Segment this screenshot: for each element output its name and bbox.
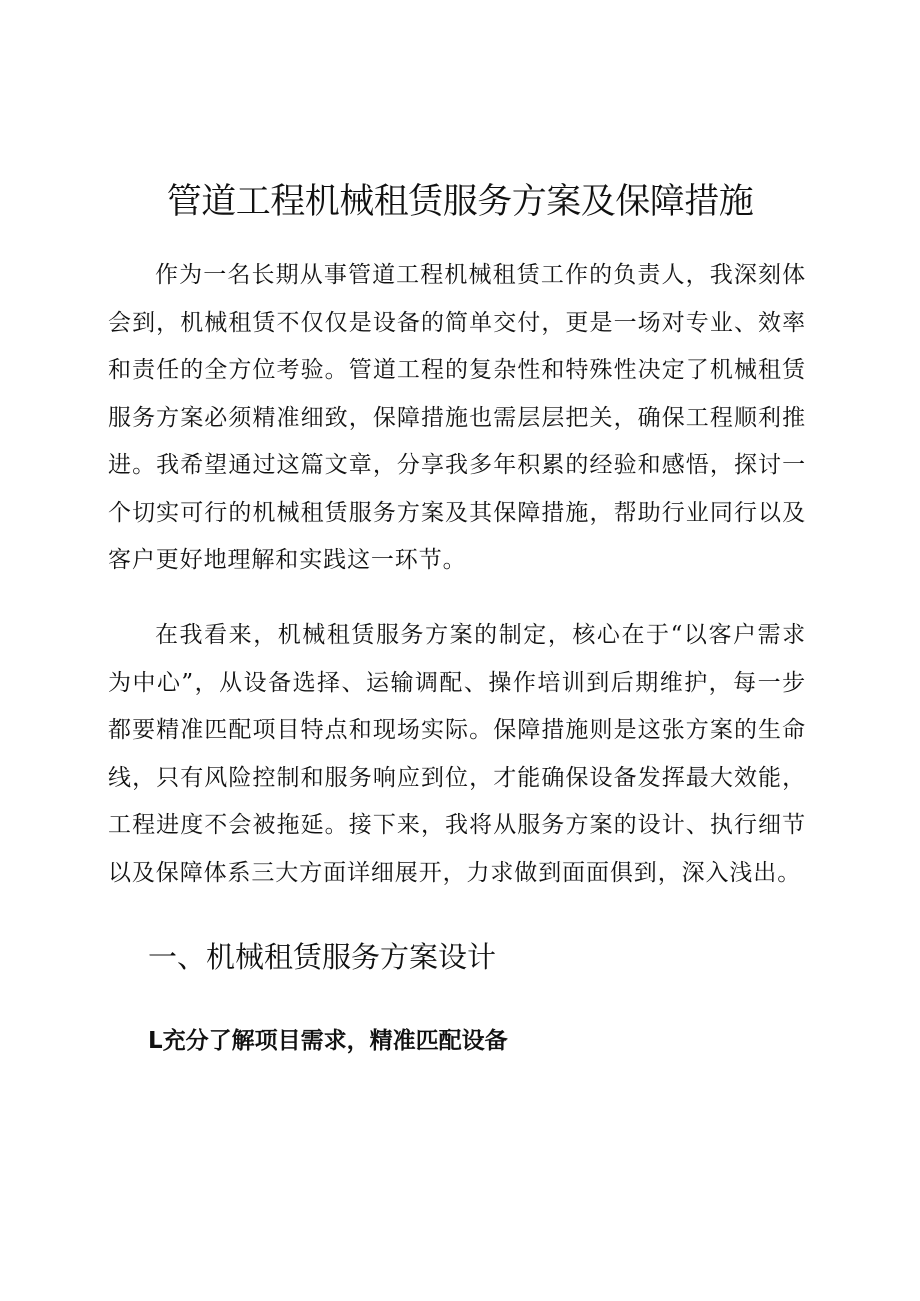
sub-heading: L充分了解项目需求，精准匹配设备 xyxy=(148,1028,508,1054)
document-title: 管道工程机械租赁服务方案及保障措施 xyxy=(166,182,754,222)
section-heading: 一、机械租赁服务方案设计 xyxy=(148,940,497,974)
overview-paragraph: 在我看来，机械租赁服务方案的制定，核心在于“以客户需求为中心”，从设备选择、运输调配、操作培训到后期维护，每一步都要精准匹配项目特点和现场实际。保障措施则是这张方案的生命线，只有风险控制和服务响应到位，才能确保设备发挥最大效能，工程进度不会被拖延。接下来，我将从服务方案的设计、执行细节以及保障体系三大方面详细展开，力求做到面面俱到，深入浅出。 xyxy=(108,622,806,886)
intro-paragraph: 作为一名长期从事管道工程机械租赁工作的负责人，我深刻体会到，机械租赁不仅仅是设备的简单交付，更是一场对专业、效率和责任的全方位考验。管道工程的复杂性和特殊性决定了机械租赁服务方案必须精准细致，保障措施也需层层把关，确保工程顺利推进。我希望通过这篇文章，分享我多年积累的经验和感悟，探讨一个切实可行的机械租赁服务方案及其保障措施，帮助行业同行以及客户更好地理解和实践这一环节。 xyxy=(108,262,806,573)
